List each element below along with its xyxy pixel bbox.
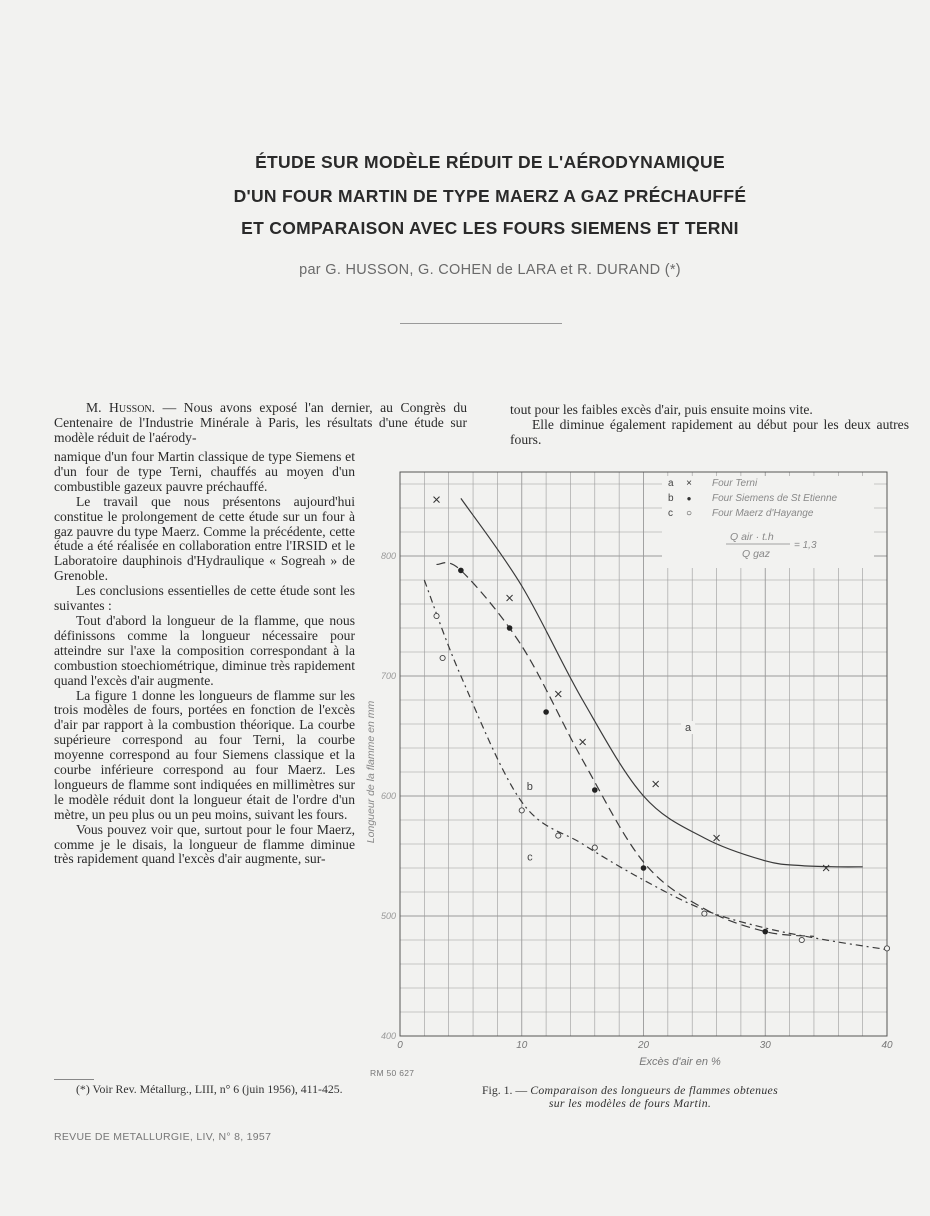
figure-1 [360, 464, 910, 1084]
footnote [54, 1083, 354, 1096]
paragraph-1a [54, 401, 467, 446]
legend-name-a: Four Terni [712, 478, 758, 489]
left-column-top [54, 401, 467, 446]
right-column-top [510, 403, 909, 448]
footnote-text: (*) Voir Rev. Métallurg., LIII, n° 6 (juin 1956), 411-425. [76, 1082, 343, 1096]
data-point-c [884, 946, 889, 951]
data-point-a [434, 497, 440, 503]
data-point-a [555, 691, 561, 697]
paragraph-4: Tout d'abord la longueur de la flamme, que nous définissons comme la longueur nécessaire pour atteindre sur l'axe la composition correspondant à la combustion stoechiométrique, diminue très rapidement quand l'excès d'air augmente. [54, 612, 355, 688]
x-axis-label: Excès d'air en % [639, 1056, 721, 1068]
series-label-a: a [685, 722, 692, 734]
legend-name-c: Four Maerz d'Hayange [712, 508, 814, 519]
caption-line-2 [430, 1097, 830, 1110]
x-tick-label: 30 [759, 1040, 771, 1051]
data-point-c [592, 845, 597, 850]
authors: par G. HUSSON, G. COHEN de LARA et R. DURAND (*) [299, 262, 681, 278]
caption-text-2: sur les modèles de fours Martin. [548, 1095, 712, 1110]
data-point-c [440, 655, 445, 660]
caption-text-1: Comparaison des longueurs de flammes obtenues [530, 1083, 778, 1097]
series-label-b: b [526, 780, 533, 793]
x-tick-label: 40 [881, 1040, 893, 1051]
data-point-c [799, 937, 804, 942]
paragraph-6-cont: tout pour les faibles excès d'air, puis ensuite moins vite. [510, 402, 813, 417]
footnote-rule [54, 1079, 94, 1080]
y-axis-label: Longueur de la flamme en mm [365, 700, 377, 844]
figure-ref: RM 50 627 [370, 1068, 415, 1078]
paragraph-1a-text: — Nous avons exposé l'an dernier, au Congrès du Centenaire de l'Industrie Minérale à Paris, les résultats d'une étude sur modèle réduit de l'aérody- [54, 400, 468, 445]
paragraph-7: Elle diminue également rapidement au début pour les deux autres fours. [510, 416, 909, 447]
flame-length-chart [360, 464, 910, 1084]
paragraph-6: Vous pouvez voir que, surtout pour le four Maerz, comme je le disais, la longueur de flamme diminue très rapidement quand l'excès d'air augmente, sur- [54, 821, 355, 867]
paragraph-1b: namique d'un four Martin classique de type Siemens et d'un four de type Terni, chauffés au moyen d'un combustible gazeux pauvre préchauffé. [54, 449, 355, 494]
paragraph-5: La figure 1 donne les longueurs de flamme sur les trois modèles de fours, portées en fonction de l'excès d'air par rapport à la combustion théorique. La courbe supérieure correspond au four Terni, la courbe moyenne correspond au four Siemens classique et la courbe inférieure correspond au four Maerz. Les longueurs de flamme sont indiquées en millimètres sur le modèle réduit dont la longueur était de l'ordre d'un mètre, un peu plus ou un peu moins, suivant les fours. [54, 687, 355, 822]
data-point-a [507, 595, 513, 601]
data-point-b [592, 787, 598, 793]
series-label-c: c [527, 851, 533, 864]
legend-marker-c: ○ [685, 508, 693, 519]
legend-letter-a: a [668, 478, 674, 489]
legend-name-b: Four Siemens de St Etienne [712, 493, 838, 504]
legend-marker-a: × [686, 478, 692, 489]
figure-caption [430, 1084, 830, 1109]
left-column-narrow [54, 450, 355, 867]
formula-numerator: Q air · t.h [730, 531, 774, 543]
y-tick-label: 700 [380, 671, 396, 681]
caption-prefix: Fig. 1. — [482, 1083, 531, 1097]
y-tick-label: 400 [380, 1031, 396, 1041]
data-point-b [641, 865, 647, 871]
article-title-line-1: ÉTUDE SUR MODÈLE RÉDUIT DE L'AÉRODYNAMIQUE [255, 152, 725, 172]
data-point-b [543, 709, 549, 715]
formula-denominator: Q gaz [742, 548, 771, 560]
data-point-a [580, 739, 586, 745]
legend-letter-c: c [668, 508, 673, 519]
legend-marker-b: ● [686, 494, 692, 503]
title-rule [400, 323, 562, 324]
data-point-c [702, 911, 707, 916]
x-tick-label: 20 [637, 1040, 650, 1051]
x-tick-label: 10 [516, 1040, 528, 1051]
journal-line: REVUE DE METALLURGIE, LIV, N° 8, 1957 [54, 1131, 272, 1143]
paragraph-2: Le travail que nous présentons aujourd'hui constitue le prolongement de cette étude sur un four à gaz pauvre du type Maerz. Comme la précédente, cette étude a été réalisée en collaboration entre l'IRSID et le Laboratoire dauphinois d'Hydraulique « Sogreah » de Grenoble. [54, 493, 355, 584]
legend-letter-b: b [668, 493, 674, 504]
data-point-a [653, 781, 659, 787]
speaker-name: M. Husson. [86, 400, 156, 415]
article-title-line-2: D'UN FOUR MARTIN DE TYPE MAERZ A GAZ PRÉCHAUFFÉ [233, 186, 747, 206]
data-point-b [507, 625, 513, 631]
formula-value: = 1,3 [794, 540, 817, 551]
data-point-c [556, 833, 561, 838]
data-point-c [434, 613, 439, 618]
data-point-b [762, 929, 768, 935]
y-tick-label: 500 [380, 911, 396, 921]
x-tick-label: 0 [397, 1040, 403, 1051]
data-point-c [519, 808, 524, 813]
series-line-c [424, 580, 887, 950]
y-tick-label: 600 [380, 791, 396, 801]
paragraph-3: Les conclusions essentielles de cette étude sont les suivantes : [54, 583, 355, 614]
y-tick-label: 800 [380, 551, 396, 561]
data-point-b [458, 568, 464, 574]
article-title-line-3: ET COMPARAISON AVEC LES FOURS SIEMENS ET TERNI [241, 218, 739, 238]
